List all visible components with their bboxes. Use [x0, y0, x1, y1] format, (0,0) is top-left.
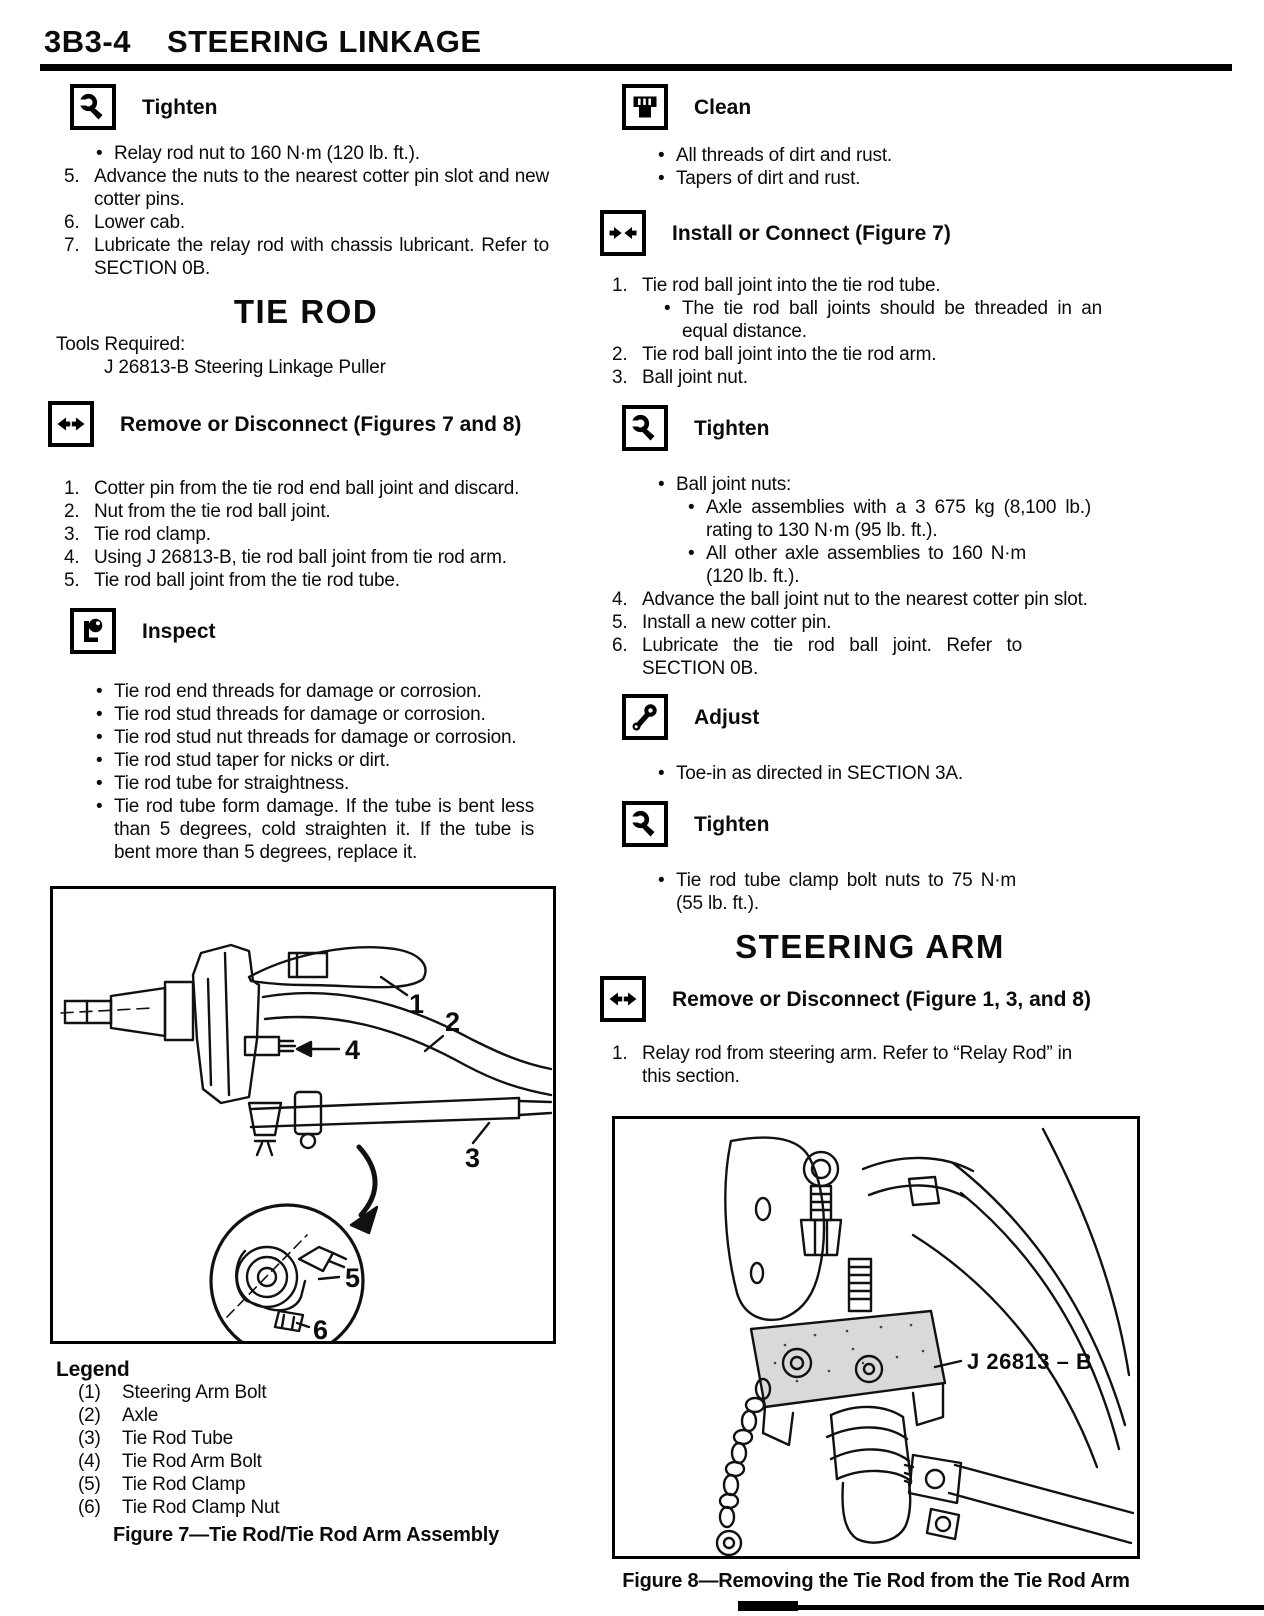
- tighten-clamp-label: Tighten: [694, 812, 770, 836]
- tighten-clamp-bullets: [600, 869, 1140, 915]
- list-item: 2. Tie rod ball joint into the tie rod arm.: [612, 344, 937, 365]
- legend-item: (3) Tie Rod Tube: [78, 1428, 233, 1449]
- inspect-bullets: [48, 680, 564, 864]
- page-title: [44, 24, 482, 60]
- tighten-bullets: [48, 142, 564, 165]
- figure7-callout-6: 6: [313, 1315, 328, 1341]
- tighten-label: Tighten: [142, 95, 218, 119]
- relay-rod-steps: [48, 165, 564, 280]
- list-item: • Tie rod tube for straightness.: [96, 773, 350, 794]
- steering-arm-remove-label: Remove or Disconnect (Figure 1, 3, and 8): [672, 987, 1091, 1011]
- figure8-drawing: [612, 1116, 1140, 1559]
- legend-item: (4) Tie Rod Arm Bolt: [78, 1451, 262, 1472]
- clean-heading: [600, 82, 1140, 132]
- list-item: • Tapers of dirt and rust.: [658, 168, 861, 189]
- tighten-clamp-heading: [600, 799, 1140, 849]
- remove-disconnect-heading: [48, 399, 564, 449]
- list-item: 6. Lower cab.: [64, 212, 185, 233]
- legend-item: (2) Axle: [78, 1405, 159, 1426]
- scan-artifact-bar: [740, 1605, 1264, 1610]
- list-item: 3. Tie rod clamp.: [64, 524, 211, 545]
- wrench-icon: [622, 801, 668, 847]
- list-item: • Tie rod end threads for damage or corrosion.: [96, 681, 482, 702]
- left-column: [48, 76, 564, 1548]
- list-item: 2. Nut from the tie rod ball joint.: [64, 501, 331, 522]
- figure7-callout-1: 1: [409, 989, 424, 1019]
- list-item: • Tie rod stud threads for damage or corrosion.: [96, 704, 486, 725]
- right-column: [600, 76, 1140, 1594]
- wrench-icon: [70, 84, 116, 130]
- legend-title: Legend: [56, 1358, 130, 1381]
- box-wrench-icon: [622, 694, 668, 740]
- install-connect-heading: [600, 208, 1140, 258]
- list-item: • Axle assemblies with a 3 675 kg (8,100 lb.) rating to 130 N·m (95 lb. ft.).: [688, 497, 1091, 541]
- tighten-heading: [48, 82, 564, 132]
- list-item: • Relay rod nut to 160 N·m (120 lb. ft.).: [96, 143, 420, 164]
- list-item: • Tie rod stud taper for nicks or dirt.: [96, 750, 390, 771]
- list-item: • Tie rod tube form damage. If the tube is bent less than 5 degrees, cold straighten it. If the tube is bent more than 5 degrees, replace it.: [96, 796, 534, 863]
- tighten-ball-steps: [600, 588, 1140, 680]
- adjust-heading: [600, 692, 1140, 742]
- tighten-ball-heading: [600, 403, 1140, 453]
- list-item: 3. Ball joint nut.: [612, 367, 748, 388]
- install-steps-cont: [600, 343, 1140, 389]
- clean-label: Clean: [694, 95, 752, 119]
- list-item: 7. Lubricate the relay rod with chassis lubricant. Refer to SECTION 0B.: [64, 235, 549, 279]
- inspect-label: Inspect: [142, 619, 216, 643]
- arrows-together-icon: [600, 210, 646, 256]
- wrench-icon: [622, 405, 668, 451]
- list-item: 5. Advance the nuts to the nearest cotter pin slot and new cotter pins.: [64, 166, 549, 210]
- legend-item: (6) Tie Rod Clamp Nut: [78, 1497, 280, 1518]
- figure7-callout-5: 5: [345, 1263, 360, 1293]
- figure7-callout-2: 2: [445, 1007, 460, 1037]
- inspect-heading: [48, 606, 564, 656]
- page-number: 3B3-4: [44, 24, 131, 59]
- adjust-label: Adjust: [694, 705, 760, 729]
- list-item: 1. Relay rod from steering arm. Refer to “Relay Rod” in this section.: [612, 1043, 1072, 1087]
- tie-rod-remove-steps: [48, 477, 564, 592]
- arrows-apart-icon: [600, 976, 646, 1022]
- list-item: • All threads of dirt and rust.: [658, 145, 892, 166]
- list-item: • Ball joint nuts:: [658, 474, 792, 495]
- tools-required-item: J 26813-B Steering Linkage Puller: [104, 357, 386, 378]
- list-item: 5. Tie rod ball joint from the tie rod tube.: [64, 570, 400, 591]
- list-item: • Tie rod stud nut threads for damage or corrosion.: [96, 727, 517, 748]
- list-item: 6. Lubricate the tie rod ball joint. Refer to SECTION 0B.: [612, 635, 1022, 679]
- list-item: • All other axle assemblies to 160 N·m (120 lb. ft.).: [688, 543, 1026, 587]
- list-item: 1. Cotter pin from the tie rod end ball joint and discard.: [64, 478, 520, 499]
- steering-arm-steps: [600, 1042, 1140, 1088]
- brush-icon: [622, 84, 668, 130]
- steering-arm-remove-heading: [600, 974, 1140, 1024]
- tighten-ball-label: Tighten: [694, 416, 770, 440]
- list-item: 5. Install a new cotter pin.: [612, 612, 832, 633]
- install-step1-sub: [600, 297, 1140, 343]
- legend-item: (1) Steering Arm Bolt: [78, 1382, 267, 1403]
- page-section-title: STEERING LINKAGE: [166, 24, 482, 59]
- section-title-steering-arm: STEERING ARM: [735, 928, 1005, 965]
- clean-bullets: [600, 144, 1140, 190]
- tighten-ball-bullets: [600, 473, 1140, 588]
- figure7-caption: Figure 7—Tie Rod/Tie Rod Arm Assembly: [112, 1524, 500, 1546]
- remove-disconnect-label: Remove or Disconnect (Figures 7 and 8): [120, 412, 522, 436]
- figure7-callout-3: 3: [465, 1143, 480, 1173]
- magnifier-icon: [70, 608, 116, 654]
- figure8-tool-label: J 26813 – B: [967, 1349, 1093, 1374]
- header-rule: [40, 64, 1232, 71]
- legend-item: (5) Tie Rod Clamp: [78, 1474, 246, 1495]
- figure7-callout-4: 4: [345, 1035, 360, 1065]
- figure8-caption: Figure 8—Removing the Tie Rod from the Tie Rod Arm: [622, 1570, 1130, 1592]
- tools-required-label: Tools Required:: [56, 334, 186, 355]
- list-item: • Toe-in as directed in SECTION 3A.: [658, 763, 963, 784]
- list-item: 1. Tie rod ball joint into the tie rod tube.: [612, 275, 941, 296]
- arrows-apart-icon: [48, 401, 94, 447]
- install-connect-label: Install or Connect (Figure 7): [672, 221, 951, 245]
- figure7-legend: [48, 1381, 564, 1519]
- adjust-bullets: [600, 762, 1140, 785]
- section-title-tie-rod: TIE ROD: [233, 293, 379, 330]
- list-item: 4. Advance the ball joint nut to the nearest cotter pin slot.: [612, 589, 1088, 610]
- list-item: 4. Using J 26813-B, tie rod ball joint from tie rod arm.: [64, 547, 507, 568]
- list-item: • Tie rod tube clamp bolt nuts to 75 N·m (55 lb. ft.).: [658, 870, 1016, 914]
- list-item: • The tie rod ball joints should be threaded in an equal distance.: [664, 298, 1102, 342]
- figure7-drawing: [50, 886, 556, 1344]
- install-steps: [600, 274, 1140, 297]
- scan-artifact-nub: [738, 1601, 798, 1611]
